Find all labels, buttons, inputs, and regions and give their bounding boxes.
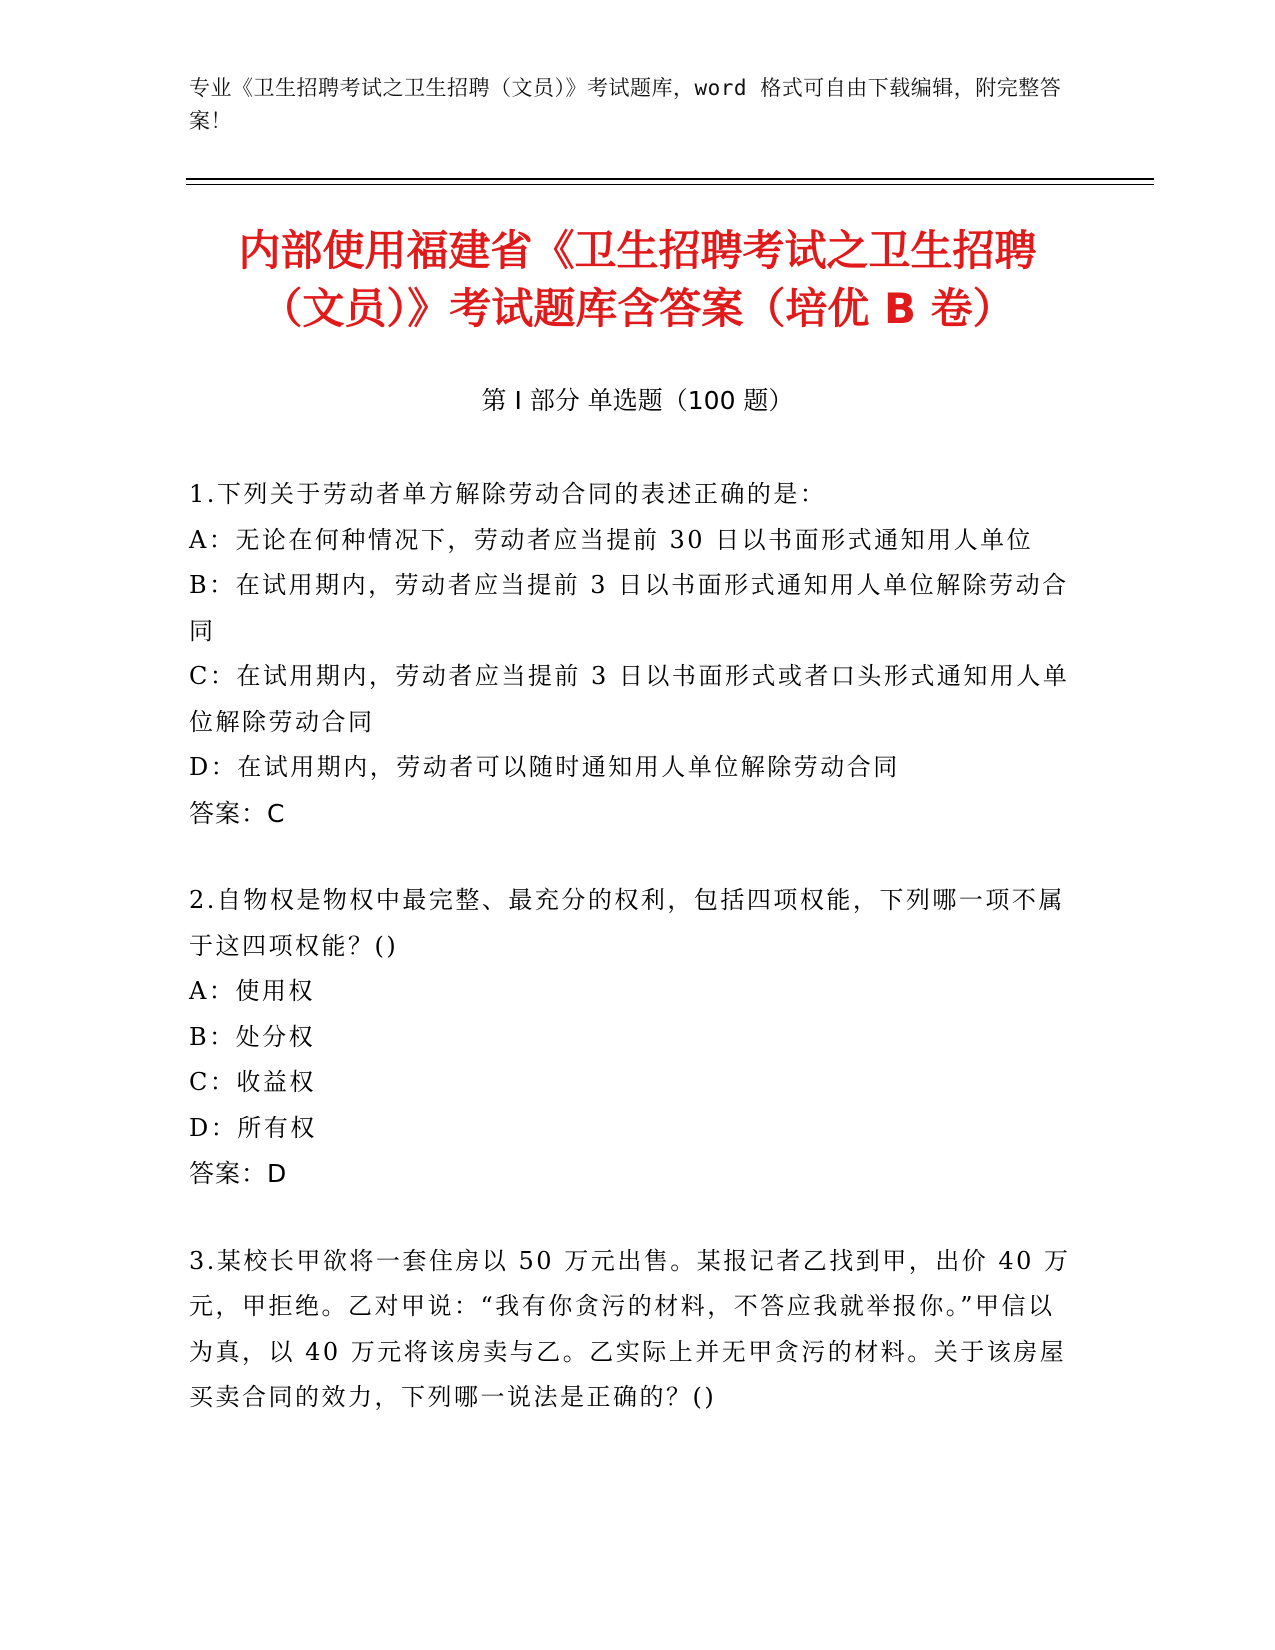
question-2-stem: 2.自物权是物权中最完整、最充分的权利，包括四项权能，下列哪一项不属于这四项权能？() bbox=[189, 886, 1065, 960]
question-1 bbox=[189, 472, 1079, 836]
header-note: 专业《卫生招聘考试之卫生招聘（文员）》考试题库，word 格式可自由下载编辑，附完整答案！ bbox=[189, 76, 1062, 133]
question-2-option-d: D：所有权 bbox=[189, 1113, 317, 1142]
question-1-option-a: A：无论在何种情况下，劳动者应当提前 30 日以书面形式通知用人单位 bbox=[189, 525, 1034, 554]
question-3-stem: 3.某校长甲欲将一套住房以 50 万元出售。某报记者乙找到甲，出价 40 万元，甲拒绝。乙对甲说：“我有你贪污的材料，不答应我就举报你。”甲信以为真，以 40 万元将该房卖与乙。乙实际上并无甲贪污的材料。关于该房屋买卖合同的效力，下列哪一说法是正确的？() bbox=[189, 1246, 1071, 1411]
header-divider-thick bbox=[186, 178, 1154, 180]
document-title-line-2: （文员）》考试题库含答案（培优 B 卷） bbox=[260, 284, 1015, 333]
question-1-option-b: B：在试用期内，劳动者应当提前 3 日以书面形式通知用人单位解除劳动合同 bbox=[189, 571, 1069, 645]
question-1-stem: 1.下列关于劳动者单方解除劳动合同的表述正确的是： bbox=[189, 480, 827, 508]
question-2-option-c: C：收益权 bbox=[189, 1068, 316, 1096]
question-1-option-d: D：在试用期内，劳动者可以随时通知用人单位解除劳动合同 bbox=[189, 753, 900, 781]
question-2-option-a: A：使用权 bbox=[189, 977, 315, 1005]
question-2 bbox=[189, 878, 1079, 1197]
question-list bbox=[189, 472, 1079, 1463]
section-title: 第 I 部分 单选题（100 题） bbox=[481, 386, 794, 415]
question-2-option-b: B：处分权 bbox=[189, 1022, 316, 1051]
question-1-option-c: C：在试用期内，劳动者应当提前 3 日以书面形式或者口头形式通知用人单位解除劳动合同 bbox=[189, 662, 1070, 736]
question-2-answer: 答案：D bbox=[189, 1159, 288, 1188]
document-title bbox=[150, 222, 1125, 338]
question-3 bbox=[189, 1239, 1079, 1421]
header-divider-thin bbox=[186, 184, 1154, 185]
document-title-line-1: 内部使用福建省《卫生招聘考试之卫生招聘 bbox=[238, 226, 1037, 275]
question-1-answer: 答案：C bbox=[189, 798, 286, 828]
